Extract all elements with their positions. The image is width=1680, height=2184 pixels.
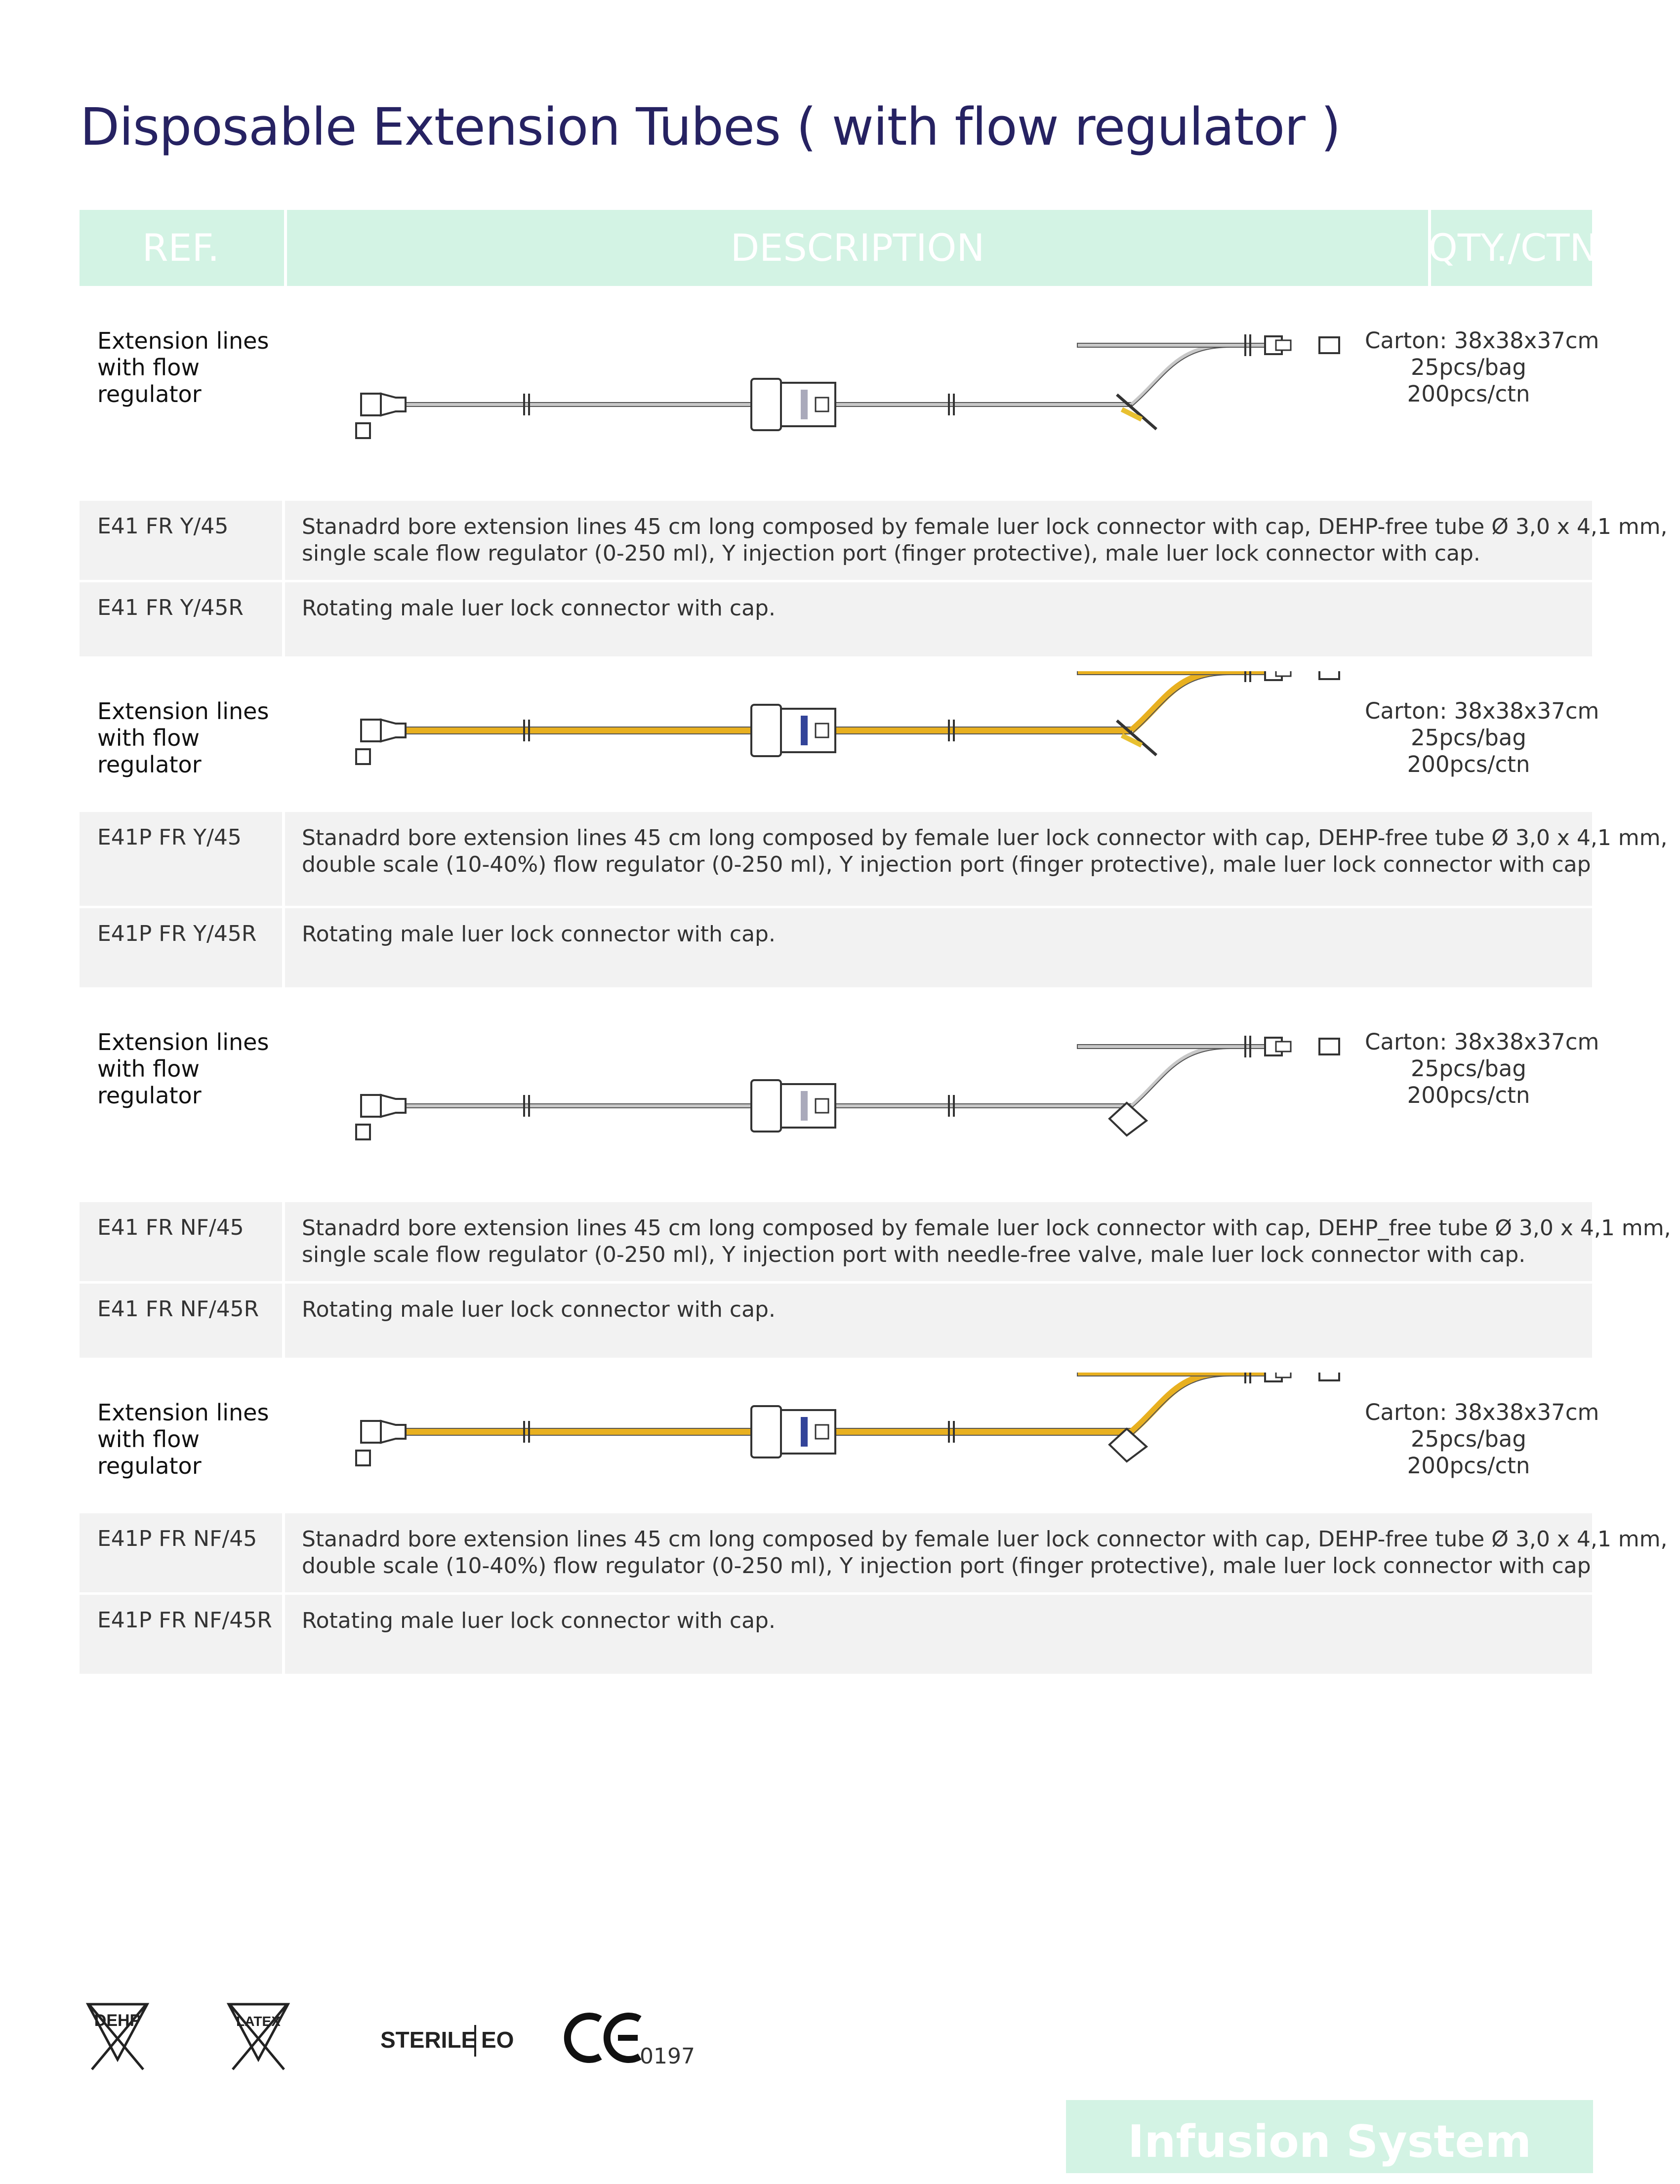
ref-code: E41P FR NF/45R <box>97 1608 272 1633</box>
certification-icons <box>84 2000 726 2074</box>
qty-line: 25pcs/bag <box>1411 354 1526 380</box>
qty-line: Carton: 38x38x37cm <box>1365 698 1599 724</box>
footer-section-label: Infusion System <box>1066 2100 1593 2173</box>
eo-text: EO <box>481 2027 514 2053</box>
description-line: Rotating male luer lock connector with cap. <box>302 922 776 947</box>
qty-info <box>1365 698 1599 778</box>
ref-cell <box>80 1595 285 1674</box>
product-image-row <box>80 656 1599 809</box>
ref-code: E41 FR Y/45 <box>97 514 229 539</box>
extension-tube-illustration <box>327 671 1364 809</box>
qty-info <box>1365 327 1599 407</box>
product-label-line: Extension lines <box>97 327 269 354</box>
description-line: single scale flow regulator (0-250 ml), Y injection port with needle-free valve, male luer lock connector with cap. <box>302 1242 1526 1267</box>
ref-code: E41P FR Y/45R <box>97 921 257 946</box>
latex-free-icon <box>229 2004 288 2069</box>
description-line: Rotating male luer lock connector with cap. <box>302 1297 776 1322</box>
description-cell <box>302 1526 1668 1579</box>
ref-code: E41P FR NF/45 <box>97 1526 257 1551</box>
product-table <box>80 210 1671 1633</box>
header-ref: REF. <box>142 226 220 270</box>
product-image-row <box>80 987 1599 1200</box>
table-row <box>80 809 1668 906</box>
description-cell <box>302 1215 1671 1268</box>
qty-line: Carton: 38x38x37cm <box>1365 327 1599 354</box>
ref-code: E41 FR Y/45R <box>97 595 244 620</box>
description-line: double scale (10-40%) flow regulator (0-250 ml), Y injection port (finger protective), male luer lock connector with cap <box>302 1553 1591 1578</box>
product-label-line: regulator <box>97 1082 202 1109</box>
description-cell <box>302 595 1566 622</box>
product-label-line: with flow <box>97 725 200 751</box>
product-image-row <box>80 1358 1599 1511</box>
ref-cell <box>80 1202 285 1281</box>
description-line: Stanadrd bore extension lines 45 cm long composed by female luer lock connector with cap, DEHP_free tube Ø 3,0 x 4,1 mm, <box>302 1215 1671 1241</box>
sterile-eo-icon <box>380 2025 514 2057</box>
description-line: Stanadrd bore extension lines 45 cm long composed by female luer lock connector with cap, DEHP-free tube Ø 3,0 x 4,1 mm, <box>302 825 1668 850</box>
product-label <box>97 698 275 778</box>
dehp-free-icon <box>88 2004 147 2069</box>
ref-cell <box>80 501 285 580</box>
ref-cell <box>80 1513 285 1592</box>
product-label-line: with flow <box>97 1426 200 1453</box>
ref-cell <box>80 582 285 661</box>
table-row <box>80 498 1668 580</box>
product-label-line: with flow <box>97 1055 200 1082</box>
table-row <box>80 1511 1668 1592</box>
sterile-text: STERILE <box>380 2027 477 2053</box>
ref-code: E41 FR NF/45 <box>97 1215 244 1240</box>
product-label-line: regulator <box>97 381 202 407</box>
header-description: DESCRIPTION <box>284 210 1431 286</box>
ref-cell <box>80 908 285 987</box>
product-label <box>97 1399 275 1479</box>
qty-line: 200pcs/ctn <box>1407 1082 1530 1108</box>
qty-line: 200pcs/ctn <box>1407 1453 1530 1479</box>
product-label-line: regulator <box>97 751 202 778</box>
qty-line: 25pcs/bag <box>1411 1055 1526 1082</box>
ce-number: 0197 <box>640 2044 695 2069</box>
description-line: double scale (10-40%) flow regulator (0-250 ml), Y injection port (finger protective), male luer lock connector with cap <box>302 852 1591 877</box>
ce-mark-icon <box>568 2016 695 2069</box>
description-cell <box>302 1296 1566 1323</box>
description-cell <box>302 1608 1566 1634</box>
product-label-line: Extension lines <box>97 698 269 725</box>
table-header <box>80 210 1598 286</box>
description-line: Stanadrd bore extension lines 45 cm long composed by female luer lock connector with cap, DEHP-free tube Ø 3,0 x 4,1 mm, <box>302 1527 1668 1552</box>
qty-line: 25pcs/bag <box>1411 1426 1526 1452</box>
product-block <box>80 987 1671 1363</box>
qty-line: Carton: 38x38x37cm <box>1365 1029 1599 1055</box>
description-line: single scale flow regulator (0-250 ml), Y injection port (finger protective), male luer lock connector with cap. <box>302 541 1480 566</box>
description-line: Rotating male luer lock connector with cap. <box>302 596 776 621</box>
product-label-line: with flow <box>97 354 200 381</box>
table-row <box>80 1200 1671 1281</box>
ref-cell <box>80 1284 285 1363</box>
description-cell <box>302 921 1566 948</box>
description-cell <box>302 514 1668 567</box>
dehp-text: DEHP <box>94 2011 141 2030</box>
product-block <box>80 286 1668 661</box>
qty-line: 200pcs/ctn <box>1407 381 1530 407</box>
qty-line: Carton: 38x38x37cm <box>1365 1399 1599 1425</box>
header-qty: QTY./CTN <box>1428 226 1598 270</box>
product-label <box>97 1029 275 1109</box>
product-block <box>80 1358 1668 1674</box>
qty-info <box>1365 1029 1599 1109</box>
description-cell <box>302 825 1668 878</box>
description-line: Rotating male luer lock connector with cap. <box>302 1608 776 1633</box>
qty-line: 25pcs/bag <box>1411 725 1526 751</box>
qty-info <box>1365 1399 1599 1479</box>
product-block <box>80 656 1668 987</box>
page-title: Disposable Extension Tubes ( with flow regulator ) <box>80 97 1341 157</box>
ref-code: E41P FR Y/45 <box>97 825 242 850</box>
extension-tube-illustration <box>327 1002 1364 1140</box>
description-line: Stanadrd bore extension lines 45 cm long composed by female luer lock connector with cap, DEHP-free tube Ø 3,0 x 4,1 mm, <box>302 514 1668 539</box>
ref-cell <box>80 812 285 906</box>
product-label-line: Extension lines <box>97 1029 269 1055</box>
table-row <box>80 1281 1592 1363</box>
qty-line: 200pcs/ctn <box>1407 751 1530 777</box>
latex-text: LATEX <box>236 2014 281 2029</box>
table-row <box>80 580 1592 661</box>
ref-code: E41 FR NF/45R <box>97 1296 259 1322</box>
product-label-line: regulator <box>97 1453 202 1479</box>
extension-tube-illustration <box>327 301 1364 439</box>
table-row <box>80 906 1592 987</box>
product-label <box>97 327 275 407</box>
product-label-line: Extension lines <box>97 1399 269 1426</box>
table-row <box>80 1592 1592 1674</box>
product-image-row <box>80 286 1599 498</box>
extension-tube-illustration <box>327 1373 1364 1511</box>
